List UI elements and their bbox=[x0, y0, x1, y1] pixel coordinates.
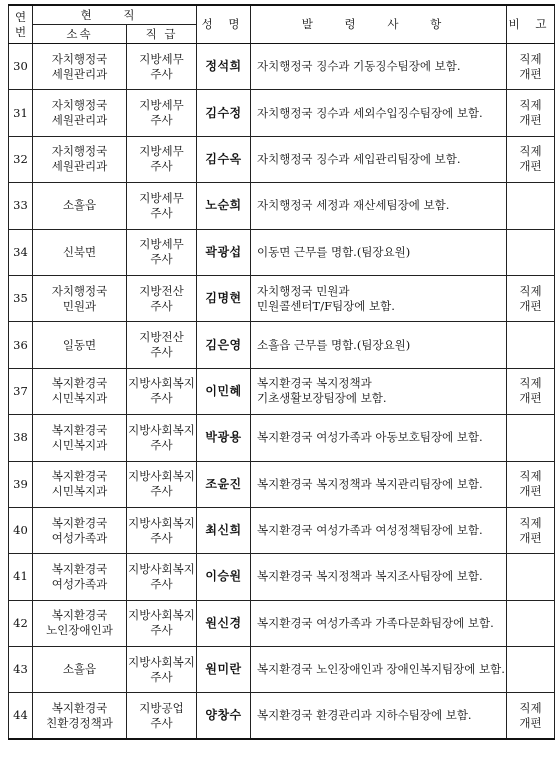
row-order: 이동면 근무를 명함.(팀장요원) bbox=[251, 229, 507, 275]
row-rank: 지방사회복지 주사 bbox=[127, 368, 197, 414]
personnel-order-sheet bbox=[8, 4, 554, 740]
header-remark: 비 고 bbox=[507, 5, 555, 44]
row-remark bbox=[507, 415, 555, 461]
row-affiliation: 일동면 bbox=[33, 322, 127, 368]
table-row bbox=[9, 136, 555, 182]
row-number: 43 bbox=[9, 647, 33, 693]
row-number: 30 bbox=[9, 44, 33, 90]
row-affiliation: 복지환경국 시민복지과 bbox=[33, 368, 127, 414]
row-affiliation: 복지환경국 여성가족과 bbox=[33, 507, 127, 553]
row-affiliation: 자치행정국 세원관리과 bbox=[33, 44, 127, 90]
row-remark bbox=[507, 600, 555, 646]
row-name: 김명현 bbox=[197, 275, 251, 321]
row-order: 자치행정국 징수과 세외수입징수팀장에 보함. bbox=[251, 90, 507, 136]
row-remark bbox=[507, 183, 555, 229]
row-rank: 지방사회복지 주사 bbox=[127, 507, 197, 553]
row-name: 김수정 bbox=[197, 90, 251, 136]
table-row bbox=[9, 44, 555, 90]
row-order: 복지환경국 노인장애인과 장애인복지팀장에 보함. bbox=[251, 647, 507, 693]
row-name: 조윤진 bbox=[197, 461, 251, 507]
row-remark: 직제 개편 bbox=[507, 507, 555, 553]
header-order: 발 령 사 항 bbox=[251, 5, 507, 44]
row-affiliation: 소흘읍 bbox=[33, 647, 127, 693]
table-row bbox=[9, 693, 555, 739]
row-number: 40 bbox=[9, 507, 33, 553]
row-rank: 지방전산 주사 bbox=[127, 322, 197, 368]
row-remark: 직제 개편 bbox=[507, 368, 555, 414]
row-number: 31 bbox=[9, 90, 33, 136]
row-affiliation: 자치행정국 세원관리과 bbox=[33, 136, 127, 182]
row-remark bbox=[507, 554, 555, 600]
row-affiliation: 자치행정국 세원관리과 bbox=[33, 90, 127, 136]
row-affiliation: 자치행정국 민원과 bbox=[33, 275, 127, 321]
row-name: 정석희 bbox=[197, 44, 251, 90]
row-rank: 지방사회복지 주사 bbox=[127, 415, 197, 461]
table-row bbox=[9, 461, 555, 507]
row-name: 이민혜 bbox=[197, 368, 251, 414]
row-order: 복지환경국 복지정책과 복지관리팀장에 보함. bbox=[251, 461, 507, 507]
row-name: 이승원 bbox=[197, 554, 251, 600]
row-number: 39 bbox=[9, 461, 33, 507]
row-name: 곽광섭 bbox=[197, 229, 251, 275]
row-rank: 지방사회복지 주사 bbox=[127, 461, 197, 507]
table-row bbox=[9, 183, 555, 229]
row-order: 복지환경국 환경관리과 지하수팀장에 보함. bbox=[251, 693, 507, 739]
personnel-order-table bbox=[8, 4, 555, 740]
header-no: 연 번 bbox=[9, 5, 33, 44]
row-rank: 지방전산 주사 bbox=[127, 275, 197, 321]
row-order: 복지환경국 여성가족과 가족다문화팀장에 보함. bbox=[251, 600, 507, 646]
row-order: 복지환경국 복지정책과 기초생활보장팀장에 보함. bbox=[251, 368, 507, 414]
row-affiliation: 복지환경국 노인장애인과 bbox=[33, 600, 127, 646]
row-name: 최신희 bbox=[197, 507, 251, 553]
row-rank: 지방세무 주사 bbox=[127, 136, 197, 182]
row-number: 44 bbox=[9, 693, 33, 739]
table-row bbox=[9, 554, 555, 600]
table-row bbox=[9, 415, 555, 461]
row-number: 36 bbox=[9, 322, 33, 368]
row-remark bbox=[507, 229, 555, 275]
row-name: 박광용 bbox=[197, 415, 251, 461]
row-affiliation: 복지환경국 친환경정책과 bbox=[33, 693, 127, 739]
row-order: 자치행정국 민원과 민원콜센터T/F팀장에 보함. bbox=[251, 275, 507, 321]
row-affiliation: 소흘읍 bbox=[33, 183, 127, 229]
row-order: 자치행정국 징수과 세입관리팀장에 보함. bbox=[251, 136, 507, 182]
table-row bbox=[9, 507, 555, 553]
row-affiliation: 신북면 bbox=[33, 229, 127, 275]
row-rank: 지방세무 주사 bbox=[127, 183, 197, 229]
row-order: 복지환경국 복지정책과 복지조사팀장에 보함. bbox=[251, 554, 507, 600]
row-name: 김은영 bbox=[197, 322, 251, 368]
row-remark: 직제 개편 bbox=[507, 693, 555, 739]
table-row bbox=[9, 90, 555, 136]
row-order: 소흘읍 근무를 명함.(팀장요원) bbox=[251, 322, 507, 368]
row-affiliation: 복지환경국 시민복지과 bbox=[33, 461, 127, 507]
header-name: 성 명 bbox=[197, 5, 251, 44]
row-number: 33 bbox=[9, 183, 33, 229]
row-order: 자치행정국 징수과 기동징수팀장에 보함. bbox=[251, 44, 507, 90]
row-order: 복지환경국 여성가족과 아동보호팀장에 보함. bbox=[251, 415, 507, 461]
row-remark: 직제 개편 bbox=[507, 44, 555, 90]
row-rank: 지방공업 주사 bbox=[127, 693, 197, 739]
row-name: 원신경 bbox=[197, 600, 251, 646]
row-remark bbox=[507, 647, 555, 693]
row-order: 자치행정국 세정과 재산세팀장에 보함. bbox=[251, 183, 507, 229]
table-row bbox=[9, 647, 555, 693]
row-name: 양창수 bbox=[197, 693, 251, 739]
row-affiliation: 복지환경국 여성가족과 bbox=[33, 554, 127, 600]
row-number: 35 bbox=[9, 275, 33, 321]
row-number: 32 bbox=[9, 136, 33, 182]
table-row bbox=[9, 600, 555, 646]
table-body bbox=[9, 44, 555, 740]
header-current-post: 현 직 bbox=[33, 5, 197, 25]
row-rank: 지방세무 주사 bbox=[127, 229, 197, 275]
row-name: 원미란 bbox=[197, 647, 251, 693]
row-order: 복지환경국 여성가족과 여성정책팀장에 보함. bbox=[251, 507, 507, 553]
row-rank: 지방사회복지 주사 bbox=[127, 554, 197, 600]
table-row bbox=[9, 322, 555, 368]
row-rank: 지방세무 주사 bbox=[127, 44, 197, 90]
row-remark: 직제 개편 bbox=[507, 90, 555, 136]
header-rank: 직 급 bbox=[127, 25, 197, 44]
row-remark: 직제 개편 bbox=[507, 461, 555, 507]
row-number: 41 bbox=[9, 554, 33, 600]
row-number: 42 bbox=[9, 600, 33, 646]
row-remark: 직제 개편 bbox=[507, 136, 555, 182]
header-affiliation: 소속 bbox=[33, 25, 127, 44]
row-name: 김수옥 bbox=[197, 136, 251, 182]
row-rank: 지방사회복지 주사 bbox=[127, 647, 197, 693]
row-remark bbox=[507, 322, 555, 368]
table-row bbox=[9, 229, 555, 275]
row-number: 34 bbox=[9, 229, 33, 275]
row-name: 노순희 bbox=[197, 183, 251, 229]
header-row-top bbox=[9, 5, 555, 25]
table-row bbox=[9, 275, 555, 321]
table-row bbox=[9, 368, 555, 414]
row-number: 38 bbox=[9, 415, 33, 461]
row-number: 37 bbox=[9, 368, 33, 414]
row-remark: 직제 개편 bbox=[507, 275, 555, 321]
row-rank: 지방세무 주사 bbox=[127, 90, 197, 136]
row-rank: 지방사회복지 주사 bbox=[127, 600, 197, 646]
row-affiliation: 복지환경국 시민복지과 bbox=[33, 415, 127, 461]
